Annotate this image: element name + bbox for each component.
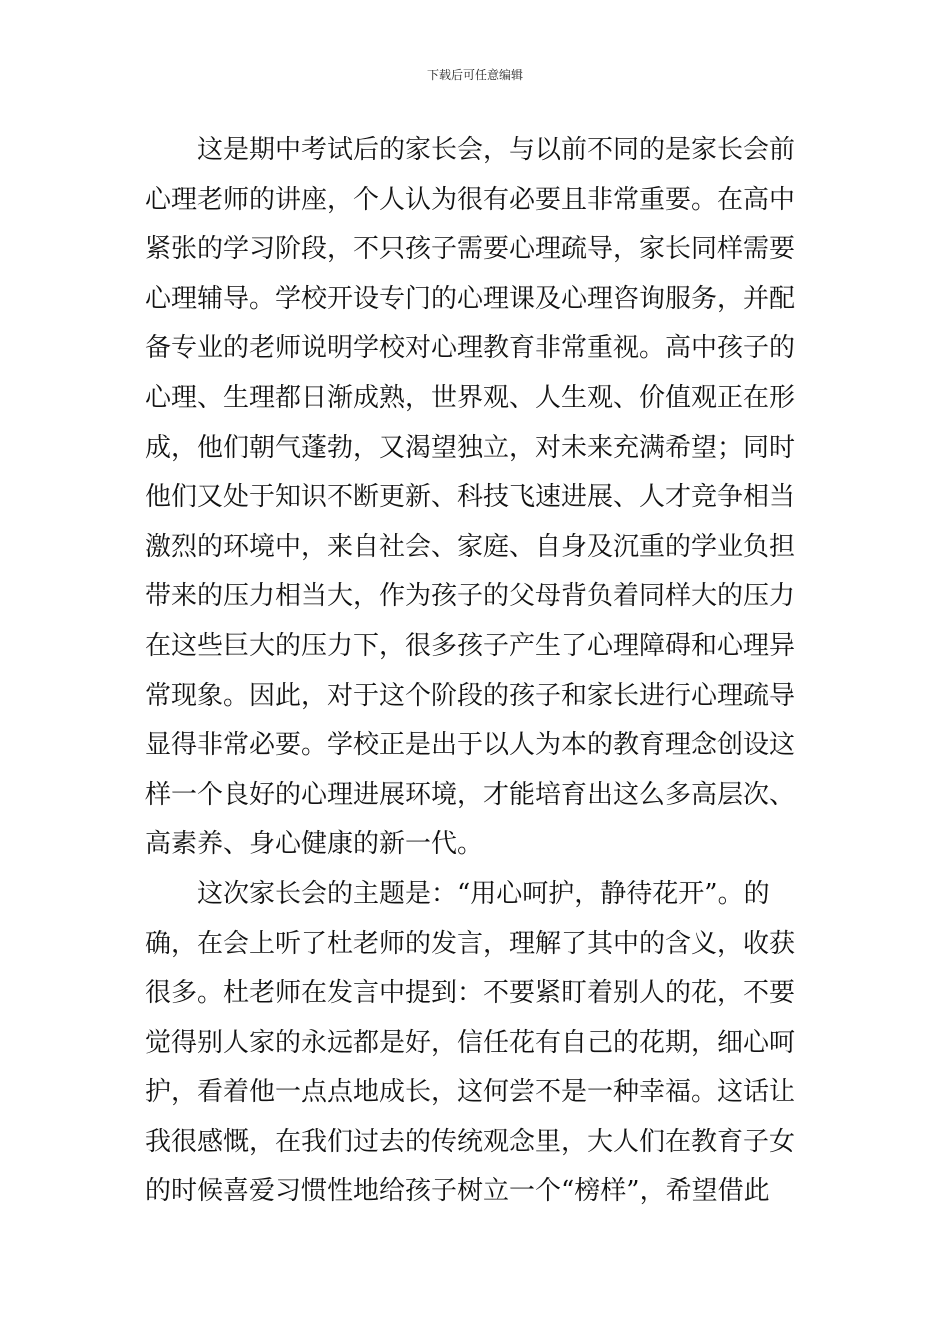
text-line: 我很感慨，在我们过去的传统观念里，大人们在教育子女	[145, 1126, 796, 1157]
text-line: 护，看着他一点点地成长，这何尝不是一种幸福。这话让	[145, 1077, 796, 1108]
text-line: 带来的压力相当大，作为孩子的父母背负着同样大的压力	[145, 581, 796, 612]
text-line: 心理、生理都日渐成熟，世界观、人生观、价值观正在形	[145, 382, 796, 413]
text-line: 显得非常必要。学校正是出于以人为本的教育理念创设这	[145, 730, 796, 761]
text-line: 备专业的老师说明学校对心理教育非常重视。高中孩子的	[145, 333, 796, 364]
text-line: 成，他们朝气蓬勃，又渴望独立，对未来充满希望；同时	[145, 432, 796, 463]
header-note: 下载后可任意编辑	[426, 68, 523, 82]
text-line: 很多。杜老师在发言中提到：不要紧盯着别人的花，不要	[145, 978, 796, 1009]
text-line: 他们又处于知识不断更新、科技飞速进展、人才竞争相当	[145, 482, 796, 513]
text-line: 常现象。因此，对于这个阶段的孩子和家长进行心理疏导	[145, 680, 796, 711]
text-line: 这次家长会的主题是：“用心呵护，静待花开”。的	[197, 878, 770, 909]
text-line: 的时候喜爱习惯性地给孩子树立一个“榜样”，希望借此	[145, 1176, 770, 1207]
text-line: 样一个良好的心理进展环境，才能培育出这么多高层次、	[145, 779, 796, 810]
body-text	[145, 126, 808, 1217]
text-line: 确，在会上听了杜老师的发言，理解了其中的含义，收获	[145, 928, 796, 959]
text-line: 高素养、身心健康的新一代。	[145, 829, 484, 860]
text-line: 紧张的学习阶段，不只孩子需要心理疏导，家长同样需要	[145, 234, 796, 265]
text-line: 觉得别人家的永远都是好，信任花有自己的花期，细心呵	[145, 1027, 796, 1058]
text-line: 激烈的环境中，来自社会、家庭、自身及沉重的学业负担	[145, 531, 796, 562]
text-line: 这是期中考试后的家长会，与以前不同的是家长会前	[197, 135, 796, 165]
text-line: 在这些巨大的压力下，很多孩子产生了心理障碍和心理异	[145, 630, 796, 661]
text-line: 心理老师的讲座，个人认为很有必要且非常重要。在高中	[145, 184, 796, 215]
text-line: 心理辅导。学校开设专门的心理课及心理咨询服务，并配	[145, 283, 796, 314]
